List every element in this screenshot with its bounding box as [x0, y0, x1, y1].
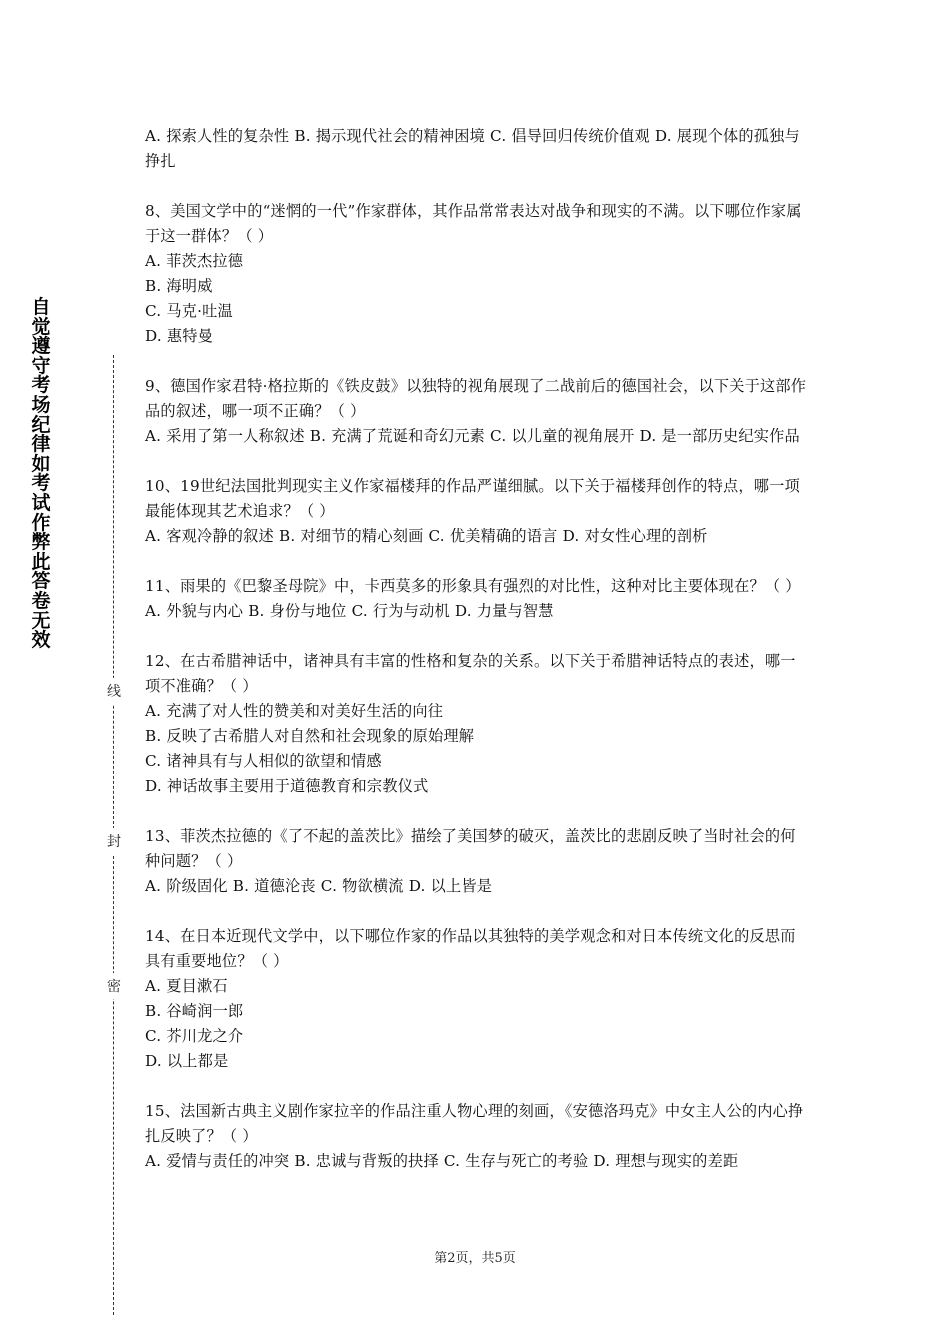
question-11 [145, 574, 810, 624]
question-14 [145, 924, 810, 1074]
question-stem: 12、在古希腊神话中，诸神具有丰富的性格和复杂的关系。以下关于希腊神话特点的表述，哪一项不准确？（ ） [145, 652, 796, 695]
binding-mark-seal: 封 [104, 828, 124, 854]
question-options: A. 客观冷静的叙述 B. 对细节的精心刻画 C. 优美精确的语言 D. 对女性心理的剖析 [145, 527, 708, 545]
option-d: D. 以上都是 [145, 1052, 229, 1070]
option-a: A. 夏目漱石 [145, 977, 228, 995]
question-10 [145, 474, 810, 549]
question-stem: 9、德国作家君特·格拉斯的《铁皮鼓》以独特的视角展现了二战前后的德国社会，以下关于这部作品的叙述，哪一项不正确？（ ） [145, 377, 807, 420]
page-number-footer: 第2页，共5页 [434, 1251, 516, 1266]
question-stem: 14、在日本近现代文学中，以下哪位作家的作品以其独特的美学观念和对日本传统文化的反思而具有重要地位？（ ） [145, 927, 796, 970]
question-options: A. 外貌与内心 B. 身份与地位 C. 行为与动机 D. 力量与智慧 [145, 602, 554, 620]
question-13 [145, 824, 810, 899]
exam-discipline-notice: 自觉遵守考场纪律如考试作弊此答卷无效 [31, 296, 51, 652]
question-8 [145, 199, 810, 349]
option-d: D. 神话故事主要用于道德教育和宗教仪式 [145, 777, 429, 795]
option-c: C. 诸神具有与人相似的欲望和情感 [145, 752, 382, 770]
question-stem: 15、法国新古典主义剧作家拉辛的作品注重人物心理的刻画，《安德洛玛克》中女主人公的内心挣扎反映了？（ ） [145, 1102, 804, 1145]
question-options: A. 采用了第一人称叙述 B. 充满了荒诞和奇幻元素 C. 以儿童的视角展开 D. 是一部历史纪实作品 [145, 427, 800, 445]
option-b: B. 谷崎润一郎 [145, 1002, 244, 1020]
question-7-continued [145, 124, 810, 174]
option-b: B. 海明威 [145, 277, 213, 295]
question-options: A. 探索人性的复杂性 B. 揭示现代社会的精神困境 C. 倡导回归传统价值观 D. 展现个体的孤独与挣扎 [145, 127, 800, 170]
question-stem: 11、雨果的《巴黎圣母院》中，卡西莫多的形象具有强烈的对比性，这种对比主要体现在？（ ） [145, 577, 801, 595]
question-12 [145, 649, 810, 799]
binding-mark-secret: 密 [104, 973, 124, 999]
option-d: D. 惠特曼 [145, 327, 214, 345]
question-options: A. 爱情与责任的冲突 B. 忠诚与背叛的抉择 C. 生存与死亡的考验 D. 理想与现实的差距 [145, 1152, 739, 1170]
question-9 [145, 374, 810, 449]
option-c: C. 芥川龙之介 [145, 1027, 244, 1045]
question-15 [145, 1099, 810, 1174]
question-stem: 13、菲茨杰拉德的《了不起的盖茨比》描绘了美国梦的破灭，盖茨比的悲剧反映了当时社会的何种问题？（ ） [145, 827, 796, 870]
question-options: A. 阶级固化 B. 道德沦丧 C. 物欲横流 D. 以上皆是 [145, 877, 493, 895]
option-a: A. 充满了对人性的赞美和对美好生活的向往 [145, 702, 444, 720]
binding-mark-line: 线 [104, 678, 124, 704]
question-stem: 10、19世纪法国批判现实主义作家福楼拜的作品严谨细腻。以下关于福楼拜创作的特点，哪一项最能体现其艺术追求？（ ） [145, 477, 800, 520]
question-list [145, 124, 810, 1199]
question-stem: 8、美国文学中的“迷惘的一代”作家群体，其作品常常表达对战争和现实的不满。以下哪位作家属于这一群体？（ ） [145, 202, 802, 245]
option-c: C. 马克·吐温 [145, 302, 233, 320]
option-b: B. 反映了古希腊人对自然和社会现象的原始理解 [145, 727, 475, 745]
option-a: A. 菲茨杰拉德 [145, 252, 244, 270]
